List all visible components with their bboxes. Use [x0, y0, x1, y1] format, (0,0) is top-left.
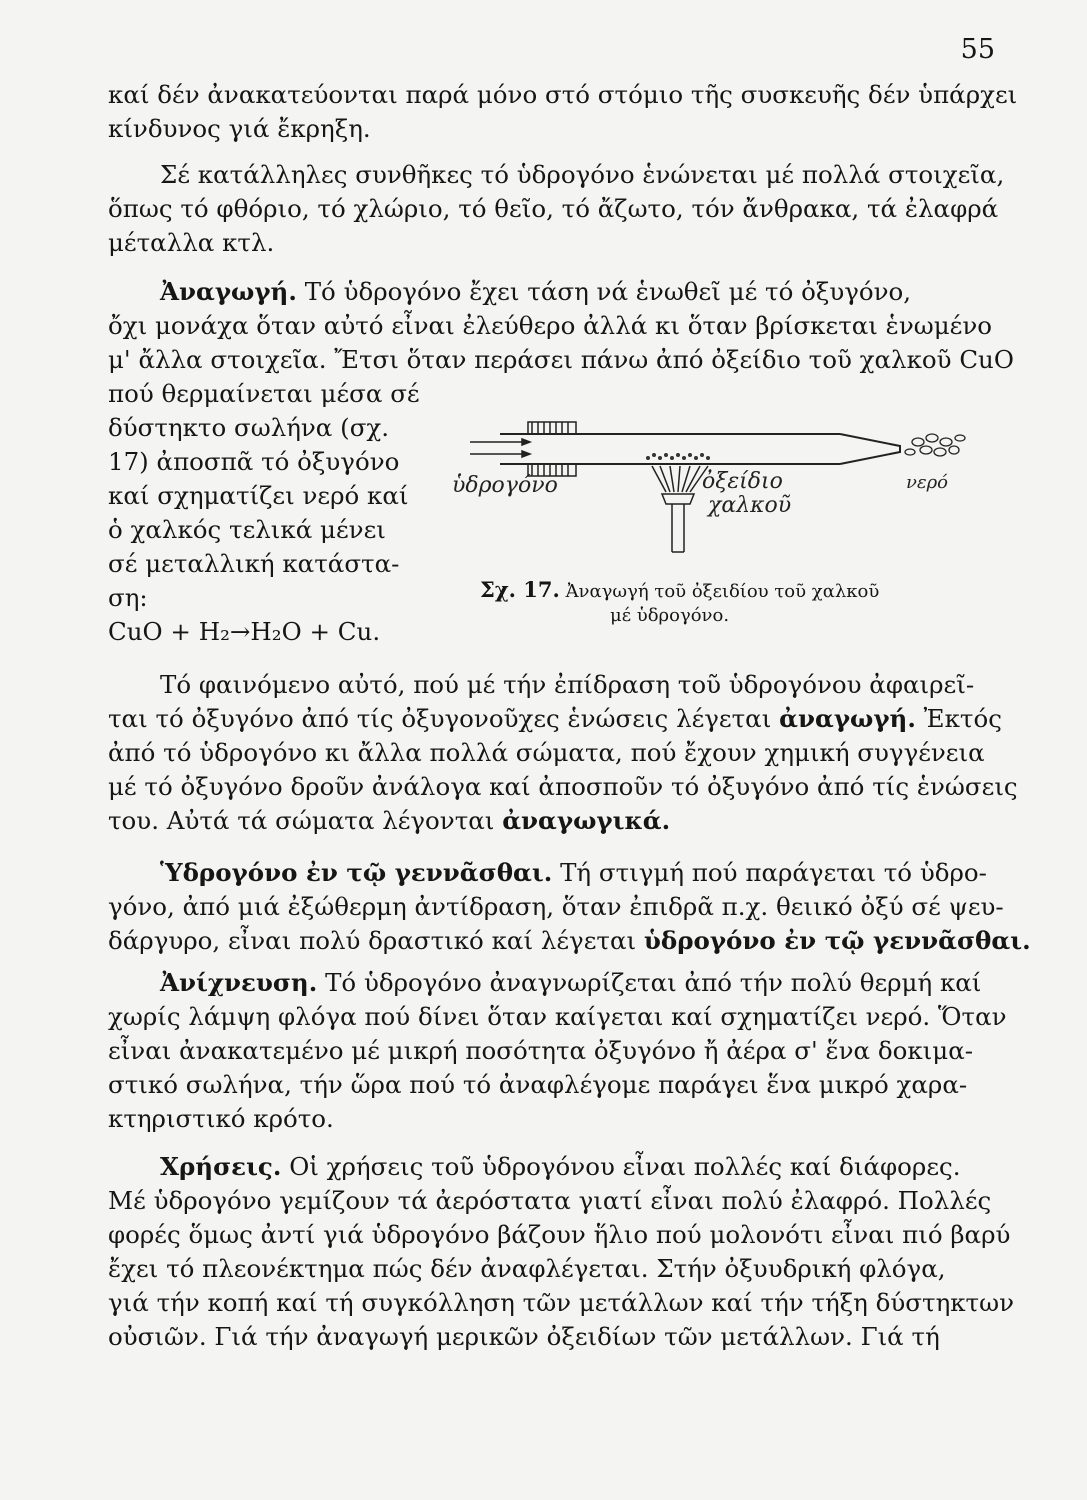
- text-line: εἶναι ἀνακατεμένο μέ μικρή ποσότητα ὀξυγόνο ἤ ἀέρα σ' ἕνα δοκιμα-: [108, 1036, 974, 1065]
- caption-number: Σχ. 17.: [480, 577, 560, 602]
- text-line: [108, 966, 982, 1000]
- text-line: ση:: [108, 583, 148, 612]
- label-copper-oxide-2: χαλκοῦ: [708, 493, 792, 518]
- text-run: δάργυρο, εἶναι πολύ δραστικό καί λέγεται: [108, 926, 637, 955]
- text-line: καί δέν ἀνακατεύονται παρά μόνο στό στόμιο τῆς συσκευῆς δέν ὑπάρχει: [108, 80, 1018, 109]
- text-line: χωρίς λάμψη φλόγα πού δίνει ὅταν καίγεται καί σχηματίζει νερό. Ὅταν: [108, 1002, 1007, 1031]
- text-line: οὐσιῶν. Γιά τήν ἀναγωγή μερικῶν ὀξειδίων τῶν μετάλλων. Γιά τή: [108, 1322, 940, 1351]
- text-line: ὅπως τό φθόριο, τό χλώριο, τό θεῖο, τό ἄζωτο, τόν ἄνθρακα, τά ἐλαφρά: [108, 194, 999, 223]
- text-line: δύστηκτο σωλήνα (σχ.: [108, 413, 390, 442]
- text-line: 17) ἀποσπᾶ τό ὀξυγόνο: [108, 447, 400, 476]
- text-line: ὁ χαλκός τελικά μένει: [108, 515, 386, 544]
- text-line: κτηριστικό κρότο.: [108, 1104, 334, 1133]
- text-line: [108, 275, 978, 309]
- paragraph-combine: [108, 158, 1005, 260]
- tube-icon: [500, 434, 900, 464]
- flow-arrow-icon: [470, 439, 530, 457]
- section-detection: [108, 966, 1007, 1136]
- section-nascent-hydrogen: [108, 856, 1031, 958]
- text-line: κίνδυνος γιά ἔκρηξη.: [108, 114, 371, 143]
- text-line: Μέ ὑδρογόνο γεμίζουν τά ἀερόστατα γιατί εἶναι πολύ ἐλαφρό. Πολλές: [108, 1186, 992, 1215]
- section-heading-nascent: Ὑδρογόνο ἐν τῷ γεννᾶσθαι.: [160, 858, 553, 887]
- text-line: μ' ἄλλα στοιχεῖα. Ἔτσι ὅταν περάσει πάνω ἀπό ὀξείδιο τοῦ χαλκοῦ CuO: [108, 345, 1014, 374]
- section-heading-reduction: Ἀναγωγή.: [160, 277, 297, 306]
- text-line: γόνο, ἀπό μιά ἐξώθερμη ἀντίδραση, ὅταν ἐπιδρᾶ π.χ. θειικό ὀξύ σέ ψευ-: [108, 892, 1004, 921]
- text-line: ὄχι μονάχα ὅταν αὐτό εἶναι ἐλεύθερο ἀλλά κι ὅταν βρίσκεται ἑνωμένο: [108, 311, 992, 340]
- label-hydrogen: ὑδρογόνο: [452, 473, 558, 498]
- text-run: του. Αὐτά τά σώματα λέγονται: [108, 806, 495, 835]
- page-number: 55: [960, 34, 995, 65]
- stopper-icon: [528, 422, 576, 476]
- caption-text: μέ ὑδρογόνο.: [610, 605, 730, 626]
- text-line: φορές ὅμως ἀντί γιά ὑδρογόνο βάζουν ἥλιο πού μολονότι εἶναι πιό βαρύ: [108, 1220, 1011, 1249]
- text-line: ἔχει τό πλεονέκτημα πώς δέν ἀναφλέγεται. Στήν ὀξυυδρική φλόγα,: [108, 1254, 946, 1283]
- paragraph-intro: [108, 78, 1018, 146]
- text-run: Τό ὑδρογόνο ἀναγνωρίζεται ἀπό τήν πολύ θερμή καί: [325, 968, 982, 997]
- text-line: γιά τήν κοπή καί τή συγκόλληση τῶν μετάλλων καί τήν τήξη δύστηκτων: [108, 1288, 1014, 1317]
- text-line: [108, 702, 1002, 736]
- text-line: [108, 856, 987, 890]
- text-line: [108, 804, 978, 838]
- paragraph-phenomenon: [108, 668, 1018, 838]
- water-droplets-icon: [905, 434, 965, 456]
- section-uses: [108, 1150, 1014, 1354]
- label-water: νερό: [906, 472, 949, 493]
- text-line: ἀπό τό ὑδρογόνο κι ἄλλα πολλά σώματα, πού ἔχουν χημική συγγένεια: [108, 738, 985, 767]
- text-line: στικό σωλήνα, τήν ὥρα πού τό ἀναφλέγομε παράγει ἕνα μικρό χαρα-: [108, 1070, 968, 1099]
- text-run: ται τό ὀξυγόνο ἀπό τίς ὀξυγονοῦχες ἑνώσεις λέγεται: [108, 704, 772, 733]
- caption-text: Ἀναγωγή τοῦ ὀξειδίου τοῦ χαλκοῦ: [565, 581, 880, 602]
- term-nascent-hydrogen: ὑδρογόνο ἐν τῷ γεννᾶσθαι.: [643, 926, 1031, 955]
- text-run: Τό ὑδρογόνο ἔχει τάση νά ἑνωθεῖ μέ τό ὀξυγόνο,: [304, 277, 912, 306]
- term-reducing-agents: ἀναγωγικά.: [502, 806, 671, 835]
- apparatus-diagram: [440, 412, 980, 572]
- term-reduction: ἀναγωγή.: [779, 704, 916, 733]
- text-run: Τή στιγμή πού παράγεται τό ὑδρο-: [560, 858, 987, 887]
- text-run: Ἐκτός: [923, 704, 1002, 733]
- copper-oxide-icon: [646, 453, 710, 460]
- text-line: μέταλλα κτλ.: [108, 228, 275, 257]
- section-heading-detection: Ἀνίχνευση.: [160, 968, 318, 997]
- text-line: μέ τό ὀξυγόνο δροῦν ἀνάλογα καί ἀποσποῦν τό ὀξυγόνο ἀπό τίς ἑνώσεις: [108, 772, 1018, 801]
- text-line: καί σχηματίζει νερό καί: [108, 481, 409, 510]
- figure-caption: [480, 578, 950, 628]
- section-heading-uses: Χρήσεις.: [160, 1152, 282, 1181]
- text-line: [108, 924, 1031, 958]
- label-copper-oxide-1: ὀξείδιο: [702, 469, 783, 494]
- burner-flame-icon: [652, 466, 708, 552]
- text-line: Τό φαινόμενο αὐτό, πού μέ τήν ἐπίδραση τοῦ ὑδρογόνου ἀφαιρεῖ-: [160, 670, 975, 699]
- text-line: πού θερμαίνεται μέσα σέ: [108, 379, 420, 408]
- text-line: [108, 1150, 978, 1184]
- chemical-equation: CuO + H₂→H₂O + Cu.: [108, 617, 381, 646]
- text-line: Σέ κατάλληλες συνθῆκες τό ὑδρογόνο ἑνώνεται μέ πολλά στοιχεῖα,: [160, 160, 1005, 189]
- figure-17: [440, 412, 980, 572]
- text-run: Οἱ χρήσεις τοῦ ὑδρογόνου εἶναι πολλές καί διάφορες.: [289, 1152, 961, 1181]
- text-line: σέ μεταλλική κατάστα-: [108, 549, 400, 578]
